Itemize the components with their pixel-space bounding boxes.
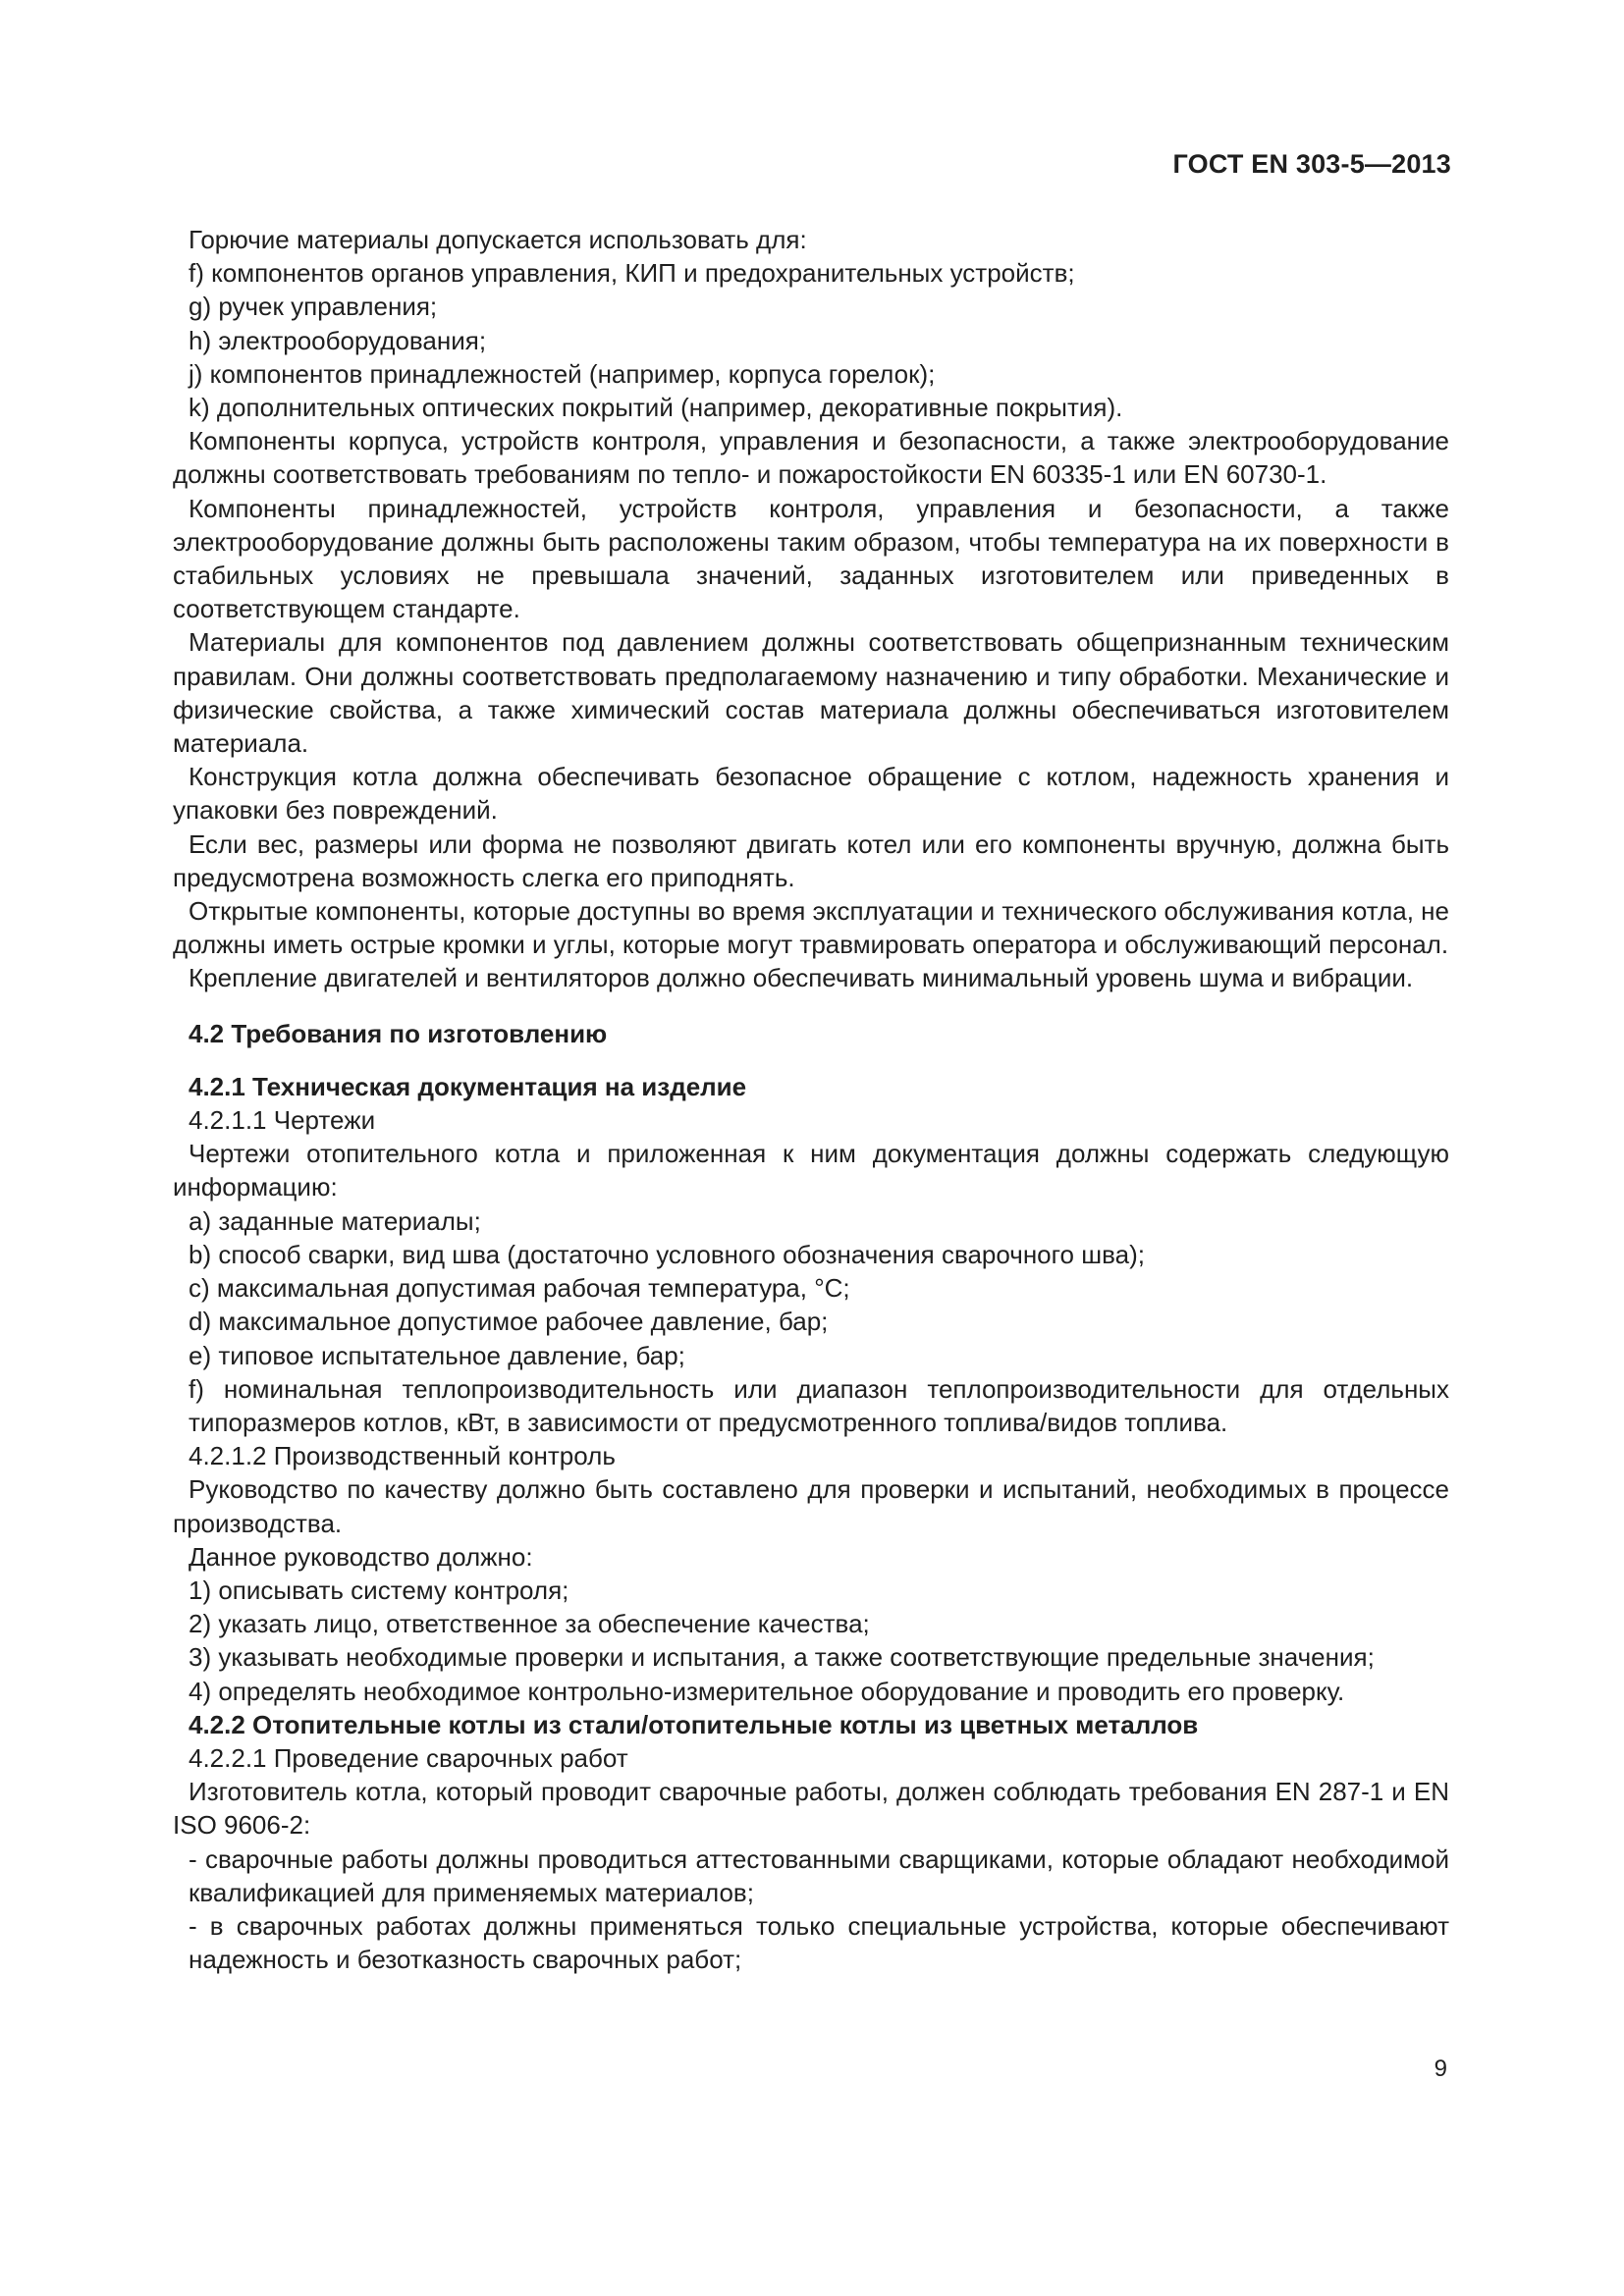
list-item: d) максимальное допустимое рабочее давление, бар; [189, 1307, 829, 1337]
list-item: h) электрооборудования; [189, 325, 487, 355]
clause-heading: 4.2.1.2 Производственный контроль [189, 1441, 616, 1471]
list-item: f) компонентов органов управления, КИП и предохранительных устройств; [189, 258, 1075, 289]
list-item: a) заданные материалы; [189, 1205, 481, 1236]
paragraph: Крепление двигателей и вентиляторов должно обеспечивать минимальный уровень шума и вибрации. [189, 963, 1414, 993]
list-item: 2) указать лицо, ответственное за обеспечение качества; [189, 1609, 870, 1639]
paragraph: Конструкция котла должна обеспечивать безопасное обращение с котлом, надежность хранения и упаковки без повреждений. [173, 762, 1449, 826]
list-item: c) максимальная допустимая рабочая температура, °С; [189, 1273, 850, 1304]
document-body [173, 223, 1449, 1976]
section-heading: 4.2 Требования по изготовлению [189, 1018, 608, 1048]
paragraph: Материалы для компонентов под давлением должны соответствовать общепризнанным техническим правилам. Они должны соответствовать предполагаемому назначению и типу обработки. Механические и физические свойства, а также химический состав материала должны обеспечиваться изготовителем материала. [173, 627, 1449, 759]
paragraph: Открытые компоненты, которые доступны во время эксплуатации и технического обслуживания котла, не должны иметь острые кромки и углы, которые могут травмировать оператора и обслуживающий персонал. [173, 896, 1449, 960]
paragraph: Если вес, размеры или форма не позволяют двигать котел или его компоненты вручную, должна быть предусмотрена возможность слегка его приподнять. [173, 828, 1449, 892]
list-item: b) способ сварки, вид шва (достаточно условного обозначения сварочного шва); [189, 1239, 1145, 1269]
list-item: - сварочные работы должны проводиться аттестованными сварщиками, которые обладают необходимой квалификацией для применяемых материалов; [189, 1843, 1449, 1907]
paragraph: Руководство по качеству должно быть составлено для проверки и испытаний, необходимых в процессе производства. [173, 1474, 1449, 1538]
list-item: - в сварочных работах должны применяться только специальные устройства, которые обеспечивают надежность и безотказность сварочных работ; [189, 1910, 1449, 1975]
paragraph: Данное руководство должно: [189, 1541, 533, 1572]
subsection-heading: 4.2.2 Отопительные котлы из стали/отопительные котлы из цветных металлов [189, 1709, 1199, 1739]
paragraph: Компоненты корпуса, устройств контроля, управления и безопасности, а также электрооборудование должны соответствовать требованиям по тепло- и пожаростойкости EN 60335-1 или EN 60730-1. [173, 426, 1449, 490]
list-item: g) ручек управления; [189, 292, 438, 322]
list-item: k) дополнительных оптических покрытий (например, декоративные покрытия). [189, 393, 1123, 423]
list-item: e) типовое испытательное давление, бар; [189, 1340, 685, 1370]
list-item: 4) определять необходимое контрольно-измерительное оборудование и проводить его проверку. [189, 1676, 1345, 1706]
intro-text: Горючие материалы допускается использовать для: [189, 225, 807, 254]
paragraph: Компоненты принадлежностей, устройств контроля, управления и безопасности, а также электрооборудование должны быть расположены таким образом, чтобы температура на их поверхности в стабильных условиях не превышала значений, заданных изготовителем или приведенных в соответствующем стандарте. [173, 493, 1449, 624]
list-item: 1) описывать систему контроля; [189, 1575, 569, 1605]
document-header: ГОСТ EN 303-5—2013 [1172, 149, 1451, 179]
list-item: j) компонентов принадлежностей (например, корпуса горелок); [189, 358, 936, 389]
paragraph: Изготовитель котла, который проводит сварочные работы, должен соблюдать требования EN 287-1 и EN ISO 9606-2: [173, 1777, 1449, 1841]
clause-heading: 4.2.2.1 Проведение сварочных работ [189, 1742, 628, 1773]
clause-heading: 4.2.1.1 Чертежи [189, 1105, 376, 1136]
paragraph: Чертежи отопительного котла и приложенная к ним документация должны содержать следующую информацию: [173, 1139, 1449, 1202]
page-number: 9 [1434, 2056, 1447, 2082]
list-item: f) номинальная теплопроизводительность или диапазон теплопроизводительности для отдельных типоразмеров котлов, кВт, в зависимости от предусмотренного топлива/видов топлива. [189, 1373, 1449, 1437]
subsection-heading: 4.2.1 Техническая документация на изделие [189, 1071, 747, 1101]
list-item: 3) указывать необходимые проверки и испытания, а также соответствующие предельные значения; [189, 1642, 1375, 1673]
